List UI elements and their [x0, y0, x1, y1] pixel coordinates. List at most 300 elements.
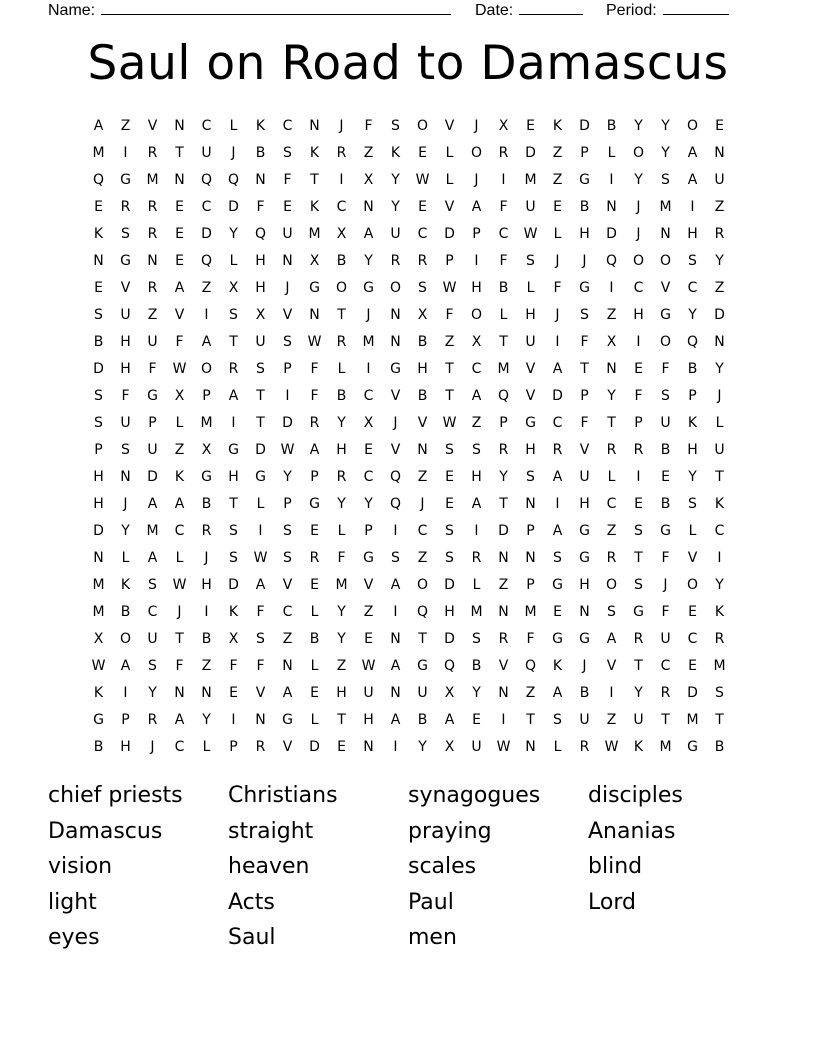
grid-letter[interactable]: K — [228, 603, 239, 620]
grid-letter[interactable]: Q — [443, 657, 456, 674]
grid-letter[interactable]: E — [418, 144, 427, 161]
grid-letter[interactable]: Y — [121, 522, 130, 539]
grid-letter[interactable]: R — [579, 738, 590, 755]
grid-letter[interactable]: T — [499, 333, 508, 350]
grid-letter[interactable]: A — [687, 144, 698, 161]
grid-letter[interactable]: F — [580, 414, 589, 431]
grid-letter[interactable]: F — [175, 333, 184, 350]
grid-letter[interactable]: P — [526, 576, 535, 593]
grid-letter[interactable]: P — [283, 360, 292, 377]
grid-letter[interactable]: F — [634, 387, 643, 404]
grid-letter[interactable]: B — [660, 495, 671, 512]
grid-letter[interactable]: L — [553, 225, 562, 242]
grid-letter[interactable]: F — [175, 657, 184, 674]
grid-letter[interactable]: D — [606, 225, 617, 242]
grid-letter[interactable]: G — [255, 468, 266, 485]
grid-letter[interactable]: E — [229, 684, 238, 701]
grid-letter[interactable]: D — [552, 387, 563, 404]
grid-letter[interactable]: L — [445, 171, 454, 188]
grid-letter[interactable]: K — [390, 144, 401, 161]
grid-letter[interactable]: H — [579, 225, 590, 242]
grid-letter[interactable]: P — [202, 387, 211, 404]
grid-letter[interactable]: U — [147, 630, 158, 647]
grid-letter[interactable]: H — [471, 468, 482, 485]
grid-letter[interactable]: U — [201, 144, 212, 161]
grid-letter[interactable]: I — [555, 495, 560, 512]
grid-letter[interactable]: M — [308, 225, 321, 242]
grid-letter[interactable]: B — [579, 198, 590, 215]
grid-letter[interactable]: N — [525, 549, 536, 566]
grid-letter[interactable]: N — [363, 198, 374, 215]
grid-letter[interactable]: K — [93, 684, 104, 701]
grid-letter[interactable]: L — [175, 549, 184, 566]
grid-letter[interactable]: E — [661, 468, 670, 485]
grid-letter[interactable]: Q — [416, 603, 429, 620]
grid-letter[interactable]: H — [525, 306, 536, 323]
grid-letter[interactable]: W — [496, 738, 511, 755]
grid-letter[interactable]: S — [688, 495, 697, 512]
grid-letter[interactable]: W — [91, 657, 106, 674]
grid-letter[interactable]: A — [471, 387, 482, 404]
grid-letter[interactable]: D — [228, 576, 239, 593]
grid-letter[interactable]: R — [336, 144, 347, 161]
grid-letter[interactable]: R — [660, 684, 671, 701]
grid-letter[interactable]: S — [148, 576, 157, 593]
grid-letter[interactable]: N — [282, 252, 293, 269]
grid-letter[interactable]: L — [310, 711, 319, 728]
grid-letter[interactable]: T — [229, 495, 238, 512]
grid-letter[interactable]: F — [445, 306, 454, 323]
grid-letter[interactable]: A — [552, 468, 563, 485]
grid-letter[interactable]: W — [604, 738, 619, 755]
grid-letter[interactable]: O — [119, 630, 132, 647]
grid-letter[interactable]: Y — [229, 225, 238, 242]
grid-letter[interactable]: I — [717, 549, 722, 566]
grid-letter[interactable]: L — [607, 144, 616, 161]
grid-letter[interactable]: X — [606, 333, 617, 350]
grid-letter[interactable]: O — [686, 576, 699, 593]
grid-letter[interactable]: H — [579, 576, 590, 593]
grid-letter[interactable]: A — [552, 684, 563, 701]
grid-letter[interactable]: G — [525, 414, 536, 431]
grid-letter[interactable]: G — [309, 279, 320, 296]
grid-letter[interactable]: F — [661, 549, 670, 566]
grid-letter[interactable]: G — [120, 252, 131, 269]
grid-letter[interactable]: W — [172, 360, 187, 377]
grid-letter[interactable]: A — [309, 441, 320, 458]
grid-letter[interactable]: N — [714, 333, 725, 350]
grid-letter[interactable]: D — [255, 441, 266, 458]
grid-letter[interactable]: T — [715, 711, 724, 728]
grid-letter[interactable]: N — [201, 684, 212, 701]
grid-letter[interactable]: U — [525, 333, 536, 350]
grid-letter[interactable]: T — [607, 414, 616, 431]
grid-letter[interactable]: U — [471, 738, 482, 755]
grid-letter[interactable]: Z — [498, 576, 509, 593]
grid-letter[interactable]: R — [201, 522, 212, 539]
grid-letter[interactable]: V — [606, 657, 617, 674]
grid-letter[interactable]: A — [471, 495, 482, 512]
grid-letter[interactable]: V — [363, 576, 374, 593]
grid-letter[interactable]: E — [472, 711, 481, 728]
grid-letter[interactable]: R — [714, 630, 725, 647]
grid-letter[interactable]: W — [307, 333, 322, 350]
grid-letter[interactable]: D — [444, 630, 455, 647]
grid-letter[interactable]: M — [524, 603, 537, 620]
grid-letter[interactable]: L — [607, 468, 616, 485]
grid-letter[interactable]: H — [687, 441, 698, 458]
grid-letter[interactable]: M — [524, 171, 537, 188]
grid-letter[interactable]: A — [93, 117, 104, 134]
grid-letter[interactable]: R — [417, 252, 428, 269]
grid-letter[interactable]: L — [337, 522, 346, 539]
grid-letter[interactable]: P — [688, 387, 697, 404]
grid-letter[interactable]: H — [228, 468, 239, 485]
grid-letter[interactable]: A — [201, 333, 212, 350]
grid-letter[interactable]: Z — [417, 549, 428, 566]
grid-letter[interactable]: E — [310, 522, 319, 539]
grid-letter[interactable]: F — [310, 387, 319, 404]
grid-letter[interactable]: H — [120, 360, 131, 377]
grid-letter[interactable]: Q — [92, 171, 105, 188]
grid-letter[interactable]: J — [420, 495, 425, 512]
grid-letter[interactable]: H — [93, 468, 104, 485]
grid-letter[interactable]: N — [309, 117, 320, 134]
grid-letter[interactable]: B — [579, 684, 590, 701]
grid-letter[interactable]: P — [148, 414, 157, 431]
grid-letter[interactable]: R — [147, 279, 158, 296]
grid-letter[interactable]: U — [120, 306, 131, 323]
grid-letter[interactable]: L — [553, 738, 562, 755]
grid-letter[interactable]: N — [120, 468, 131, 485]
grid-letter[interactable]: S — [472, 441, 481, 458]
grid-letter[interactable]: L — [175, 414, 184, 431]
grid-letter[interactable]: H — [687, 225, 698, 242]
grid-letter[interactable]: V — [444, 117, 455, 134]
grid-letter[interactable]: G — [552, 576, 563, 593]
grid-letter[interactable]: X — [93, 630, 104, 647]
grid-letter[interactable]: H — [255, 279, 266, 296]
grid-letter[interactable]: N — [390, 306, 401, 323]
grid-letter[interactable]: R — [147, 225, 158, 242]
grid-letter[interactable]: R — [336, 333, 347, 350]
grid-letter[interactable]: A — [687, 171, 698, 188]
grid-letter[interactable]: Y — [661, 144, 670, 161]
grid-letter[interactable]: E — [94, 198, 103, 215]
grid-letter[interactable]: B — [309, 630, 320, 647]
grid-letter[interactable]: E — [310, 576, 319, 593]
grid-letter[interactable]: S — [283, 144, 292, 161]
grid-letter[interactable]: B — [471, 657, 482, 674]
grid-letter[interactable]: Z — [282, 630, 293, 647]
grid-letter[interactable]: H — [444, 603, 455, 620]
grid-letter[interactable]: Q — [389, 495, 402, 512]
grid-letter[interactable]: H — [255, 252, 266, 269]
grid-letter[interactable]: G — [660, 306, 671, 323]
grid-letter[interactable]: S — [283, 333, 292, 350]
period-blank-line[interactable] — [663, 0, 729, 15]
grid-letter[interactable]: G — [660, 522, 671, 539]
grid-letter[interactable]: A — [120, 657, 131, 674]
grid-letter[interactable]: H — [120, 738, 131, 755]
grid-letter[interactable]: A — [174, 495, 185, 512]
grid-letter[interactable]: Y — [661, 117, 670, 134]
grid-letter[interactable]: O — [605, 576, 618, 593]
grid-letter[interactable]: R — [498, 630, 509, 647]
grid-letter[interactable]: S — [445, 522, 454, 539]
grid-letter[interactable]: Q — [605, 252, 618, 269]
grid-letter[interactable]: U — [714, 441, 725, 458]
grid-letter[interactable]: B — [606, 117, 617, 134]
grid-letter[interactable]: A — [174, 279, 185, 296]
grid-letter[interactable]: G — [579, 522, 590, 539]
grid-letter[interactable]: O — [416, 117, 429, 134]
grid-letter[interactable]: I — [501, 171, 506, 188]
grid-letter[interactable]: U — [660, 414, 671, 431]
grid-letter[interactable]: S — [715, 684, 724, 701]
grid-letter[interactable]: A — [363, 225, 374, 242]
grid-letter[interactable]: B — [417, 711, 428, 728]
grid-letter[interactable]: V — [147, 117, 158, 134]
grid-letter[interactable]: T — [634, 657, 643, 674]
grid-letter[interactable]: H — [525, 441, 536, 458]
grid-letter[interactable]: Z — [552, 171, 563, 188]
grid-letter[interactable]: B — [336, 252, 347, 269]
name-blank-line[interactable] — [101, 0, 451, 15]
grid-letter[interactable]: A — [390, 576, 401, 593]
grid-letter[interactable]: G — [390, 360, 401, 377]
grid-letter[interactable]: D — [147, 468, 158, 485]
grid-letter[interactable]: S — [256, 360, 265, 377]
grid-letter[interactable]: Y — [202, 711, 211, 728]
grid-letter[interactable]: U — [255, 333, 266, 350]
grid-letter[interactable]: T — [229, 333, 238, 350]
grid-letter[interactable]: H — [93, 495, 104, 512]
grid-letter[interactable]: D — [687, 684, 698, 701]
grid-letter[interactable]: H — [471, 279, 482, 296]
grid-letter[interactable]: T — [256, 414, 265, 431]
grid-letter[interactable]: M — [200, 414, 213, 431]
grid-letter[interactable]: I — [204, 603, 209, 620]
grid-letter[interactable]: Z — [444, 333, 455, 350]
grid-letter[interactable]: U — [714, 171, 725, 188]
grid-letter[interactable]: U — [147, 333, 158, 350]
grid-letter[interactable]: Y — [634, 117, 643, 134]
grid-letter[interactable]: W — [361, 657, 376, 674]
grid-letter[interactable]: E — [337, 738, 346, 755]
grid-letter[interactable]: T — [175, 630, 184, 647]
grid-letter[interactable]: I — [609, 279, 614, 296]
grid-letter[interactable]: C — [201, 117, 212, 134]
grid-letter[interactable]: J — [582, 657, 587, 674]
grid-letter[interactable]: C — [633, 279, 644, 296]
grid-letter[interactable]: Y — [364, 495, 373, 512]
grid-letter[interactable]: N — [390, 684, 401, 701]
grid-letter[interactable]: C — [606, 495, 617, 512]
grid-letter[interactable]: L — [715, 414, 724, 431]
grid-letter[interactable]: E — [94, 279, 103, 296]
grid-letter[interactable]: N — [579, 603, 590, 620]
grid-letter[interactable]: Y — [688, 468, 697, 485]
grid-letter[interactable]: T — [418, 630, 427, 647]
grid-letter[interactable]: A — [255, 576, 266, 593]
grid-letter[interactable]: H — [336, 441, 347, 458]
grid-letter[interactable]: P — [283, 495, 292, 512]
grid-letter[interactable]: D — [201, 225, 212, 242]
grid-letter[interactable]: L — [472, 576, 481, 593]
grid-letter[interactable]: N — [498, 549, 509, 566]
grid-letter[interactable]: K — [552, 117, 563, 134]
grid-letter[interactable]: T — [337, 306, 346, 323]
grid-letter[interactable]: Z — [201, 279, 212, 296]
grid-letter[interactable]: I — [285, 387, 290, 404]
grid-letter[interactable]: I — [690, 198, 695, 215]
grid-letter[interactable]: L — [310, 657, 319, 674]
grid-letter[interactable]: Y — [715, 360, 724, 377]
name-field[interactable] — [48, 0, 451, 20]
grid-letter[interactable]: N — [498, 684, 509, 701]
grid-letter[interactable]: N — [498, 603, 509, 620]
grid-letter[interactable]: V — [687, 549, 698, 566]
grid-letter[interactable]: H — [120, 333, 131, 350]
grid-letter[interactable]: S — [121, 441, 130, 458]
grid-letter[interactable]: Z — [714, 198, 725, 215]
grid-letter[interactable]: G — [93, 711, 104, 728]
grid-letter[interactable]: E — [634, 360, 643, 377]
grid-letter[interactable]: F — [553, 279, 562, 296]
grid-letter[interactable]: V — [255, 684, 266, 701]
grid-letter[interactable]: L — [445, 144, 454, 161]
grid-letter[interactable]: Y — [418, 738, 427, 755]
grid-letter[interactable]: E — [175, 225, 184, 242]
grid-letter[interactable]: B — [687, 360, 698, 377]
grid-letter[interactable]: Y — [499, 468, 508, 485]
grid-letter[interactable]: J — [582, 252, 587, 269]
grid-letter[interactable]: F — [661, 603, 670, 620]
grid-letter[interactable]: P — [94, 441, 103, 458]
grid-letter[interactable]: U — [120, 414, 131, 431]
grid-letter[interactable]: T — [445, 360, 454, 377]
grid-letter[interactable]: V — [525, 360, 536, 377]
grid-letter[interactable]: J — [123, 495, 128, 512]
grid-letter[interactable]: I — [231, 711, 236, 728]
grid-letter[interactable]: V — [444, 198, 455, 215]
grid-letter[interactable]: J — [663, 576, 668, 593]
grid-letter[interactable]: I — [474, 522, 479, 539]
grid-letter[interactable]: U — [660, 630, 671, 647]
period-field[interactable] — [606, 0, 729, 20]
grid-letter[interactable]: Z — [525, 684, 536, 701]
grid-letter[interactable]: X — [498, 117, 509, 134]
grid-letter[interactable]: A — [282, 684, 293, 701]
grid-letter[interactable]: J — [339, 117, 344, 134]
grid-letter[interactable]: Z — [363, 603, 374, 620]
grid-letter[interactable]: S — [121, 225, 130, 242]
grid-letter[interactable]: N — [255, 171, 266, 188]
grid-letter[interactable]: Y — [337, 603, 346, 620]
grid-letter[interactable]: Q — [254, 225, 267, 242]
grid-letter[interactable]: D — [228, 198, 239, 215]
grid-letter[interactable]: J — [636, 225, 641, 242]
grid-letter[interactable]: P — [121, 711, 130, 728]
grid-letter[interactable]: S — [94, 387, 103, 404]
grid-letter[interactable]: T — [310, 171, 319, 188]
grid-letter[interactable]: S — [391, 549, 400, 566]
grid-letter[interactable]: K — [309, 144, 320, 161]
grid-letter[interactable]: G — [228, 441, 239, 458]
grid-letter[interactable]: F — [661, 360, 670, 377]
grid-letter[interactable]: O — [470, 306, 483, 323]
grid-letter[interactable]: N — [714, 144, 725, 161]
grid-letter[interactable]: F — [256, 603, 265, 620]
grid-letter[interactable]: I — [366, 360, 371, 377]
grid-letter[interactable]: N — [390, 333, 401, 350]
grid-letter[interactable]: M — [362, 333, 375, 350]
grid-letter[interactable]: C — [282, 117, 293, 134]
grid-letter[interactable]: R — [336, 468, 347, 485]
grid-letter[interactable]: Y — [148, 684, 157, 701]
grid-letter[interactable]: L — [256, 495, 265, 512]
grid-letter[interactable]: M — [92, 603, 105, 620]
grid-letter[interactable]: W — [172, 576, 187, 593]
grid-letter[interactable]: U — [390, 225, 401, 242]
grid-letter[interactable]: G — [687, 738, 698, 755]
grid-letter[interactable]: C — [660, 657, 671, 674]
grid-letter[interactable]: W — [280, 441, 295, 458]
grid-letter[interactable]: B — [255, 144, 266, 161]
grid-letter[interactable]: I — [258, 522, 263, 539]
grid-letter[interactable]: G — [417, 657, 428, 674]
grid-letter[interactable]: A — [147, 495, 158, 512]
grid-letter[interactable]: A — [174, 711, 185, 728]
grid-letter[interactable]: B — [336, 387, 347, 404]
grid-letter[interactable]: X — [174, 387, 185, 404]
grid-letter[interactable]: V — [282, 306, 293, 323]
grid-letter[interactable]: F — [499, 252, 508, 269]
grid-letter[interactable]: R — [147, 144, 158, 161]
grid-letter[interactable]: L — [688, 522, 697, 539]
grid-letter[interactable]: N — [525, 495, 536, 512]
grid-letter[interactable]: G — [147, 387, 158, 404]
grid-letter[interactable]: V — [120, 279, 131, 296]
grid-letter[interactable]: X — [363, 414, 374, 431]
grid-letter[interactable]: R — [255, 738, 266, 755]
grid-letter[interactable]: J — [555, 252, 560, 269]
grid-letter[interactable]: H — [201, 576, 212, 593]
grid-letter[interactable]: Z — [471, 414, 482, 431]
grid-letter[interactable]: Y — [337, 495, 346, 512]
grid-letter[interactable]: N — [606, 360, 617, 377]
grid-letter[interactable]: L — [337, 360, 346, 377]
grid-letter[interactable]: O — [632, 144, 645, 161]
grid-letter[interactable]: E — [364, 630, 373, 647]
grid-letter[interactable]: S — [418, 279, 427, 296]
grid-letter[interactable]: N — [309, 306, 320, 323]
grid-letter[interactable]: V — [390, 387, 401, 404]
grid-letter[interactable]: E — [364, 441, 373, 458]
grid-letter[interactable]: G — [363, 279, 374, 296]
grid-letter[interactable]: I — [393, 738, 398, 755]
grid-letter[interactable]: N — [606, 198, 617, 215]
grid-letter[interactable]: N — [174, 117, 185, 134]
grid-letter[interactable]: G — [363, 549, 374, 566]
grid-letter[interactable]: S — [391, 117, 400, 134]
grid-letter[interactable]: I — [609, 171, 614, 188]
grid-letter[interactable]: F — [229, 657, 238, 674]
grid-letter[interactable]: O — [335, 279, 348, 296]
grid-letter[interactable]: O — [632, 252, 645, 269]
grid-letter[interactable]: W — [523, 225, 538, 242]
